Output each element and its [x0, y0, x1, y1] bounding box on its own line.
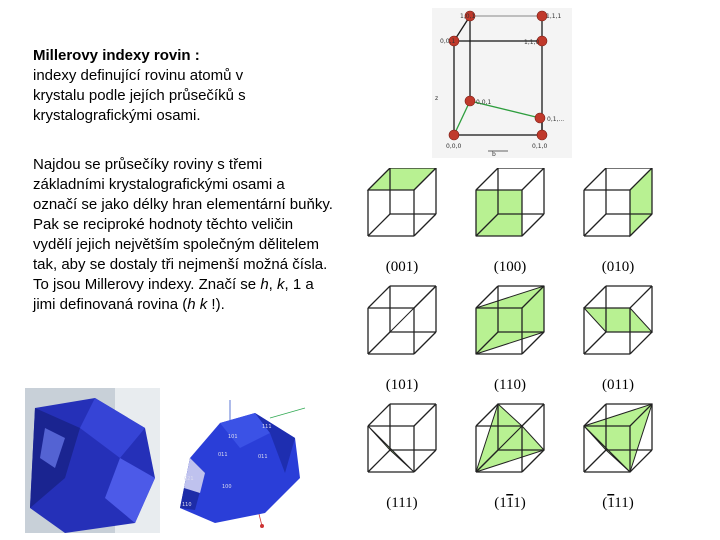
index-h2: h — [187, 296, 196, 313]
axis-end — [260, 524, 264, 528]
axis-line — [270, 408, 305, 418]
model-label: 110 — [182, 502, 192, 508]
plane-diagram-diag3 — [584, 286, 652, 393]
index-k: k — [277, 276, 285, 293]
plane-label: (111) — [494, 495, 526, 511]
plane-label: (010) — [601, 259, 635, 275]
atom — [465, 96, 475, 106]
cube-edge — [522, 168, 544, 190]
cube-edge — [584, 168, 606, 190]
corner-label: 0,1,... — [547, 116, 565, 123]
separator: , — [268, 276, 277, 293]
cube-edge — [414, 214, 436, 236]
crystal-model — [170, 398, 315, 533]
corner-label: 0,0,1 — [440, 38, 456, 45]
plane-label: (110) — [494, 377, 526, 393]
plane-diagram-diag1 — [368, 286, 436, 393]
cube-edge — [630, 332, 652, 354]
plane-diagram-front — [476, 168, 544, 275]
plane-diagram-tri3 — [584, 404, 652, 511]
miller-planes-grid — [362, 168, 682, 518]
corner-label: 1,1,1 — [546, 13, 562, 20]
cube-edge — [368, 332, 390, 354]
intro-line-2: krystalu podle jejích průsečíků s — [33, 87, 246, 104]
cube-edge — [476, 168, 498, 190]
intro-line-1: indexy definující rovinu atomů v — [33, 67, 244, 84]
cube-edge — [414, 332, 436, 354]
cube-edge — [584, 214, 606, 236]
explanation-paragraph — [33, 155, 333, 315]
plane-diagram-side — [584, 168, 652, 275]
cube-edge — [630, 286, 652, 308]
atom — [535, 113, 545, 123]
axis-y-label: b — [492, 151, 496, 158]
corner-label: 1,1,0 — [524, 39, 540, 46]
atom — [537, 130, 547, 140]
plane-label: (101) — [385, 377, 419, 393]
model-label: 011 — [258, 454, 268, 460]
plane-label: (111) — [602, 495, 634, 511]
cube-edge — [414, 286, 436, 308]
cube-edge — [414, 450, 436, 472]
model-label: 011 — [218, 452, 228, 458]
model-label: 100 — [222, 484, 232, 490]
plane-label: (111) — [386, 495, 418, 511]
corner-label: 0,1,0 — [532, 143, 548, 150]
model-label: 111 — [262, 424, 272, 430]
corner-label: 0,0,0 — [446, 143, 462, 150]
unit-cell-diagram — [432, 8, 572, 158]
plane-diagram-top — [368, 168, 436, 275]
corner-label: 1,0,1 — [460, 13, 476, 20]
cube-edge — [584, 332, 606, 354]
cube-edge — [368, 450, 390, 472]
corner-label: 0,0,1 — [476, 99, 492, 106]
cube-edge — [368, 214, 390, 236]
model-label: 021 — [184, 476, 194, 482]
plane-label: (100) — [493, 259, 527, 275]
cube-edge — [522, 214, 544, 236]
plane-diagram-diag2 — [476, 286, 544, 393]
paragraph-end: !). — [207, 296, 225, 313]
paragraph-main: Najdou se průsečíky roviny s třemi základními krystalografickými osami a označí se jako délky hran elementární buňky. Pak se reciproké hodnoty těchto veličin vydělí jejich největším společným dělitelem tak, aby se dostaly tři nejmenší možná čísla. To jsou Millerovy indexy. Značí se — [33, 156, 333, 293]
plane-diagram-tri2 — [476, 404, 544, 511]
cube-edge — [584, 286, 606, 308]
index-h: h — [260, 276, 269, 293]
index-k2: k — [199, 296, 208, 313]
axis-z-label: z — [435, 95, 439, 102]
plane-label: (011) — [602, 377, 634, 393]
plane-face — [584, 308, 652, 332]
intro-text — [33, 46, 333, 126]
cube-edge — [368, 404, 390, 426]
cube-edge — [368, 286, 390, 308]
plane-label: (001) — [385, 259, 419, 275]
crystal-photo — [25, 388, 160, 533]
intro-line-3: krystalografickými osami. — [33, 107, 201, 124]
plane-diagram-tri1 — [368, 404, 436, 511]
model-label: 101 — [228, 434, 238, 440]
cube-edge — [584, 450, 606, 472]
cube-edge — [522, 404, 544, 426]
intro-title: Millerovy indexy rovin : — [33, 47, 200, 64]
atom — [449, 130, 459, 140]
separator: , 1 a jimi definovaná rovina ( — [33, 276, 314, 313]
cube-edge — [414, 404, 436, 426]
